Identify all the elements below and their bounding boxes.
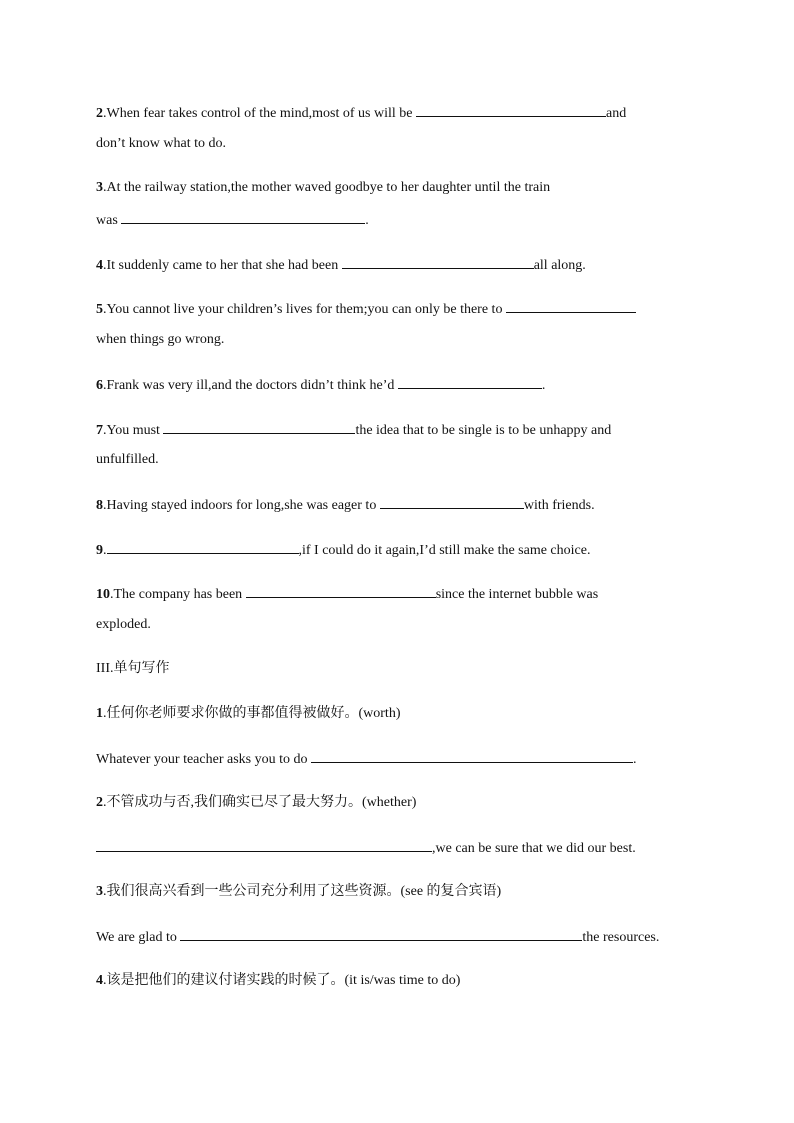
question-10 (96, 583, 598, 605)
question-4 (96, 254, 586, 276)
question-number: 6 (96, 378, 103, 393)
answer-blank[interactable] (311, 748, 633, 763)
question-2 (96, 102, 626, 124)
answer-blank[interactable] (163, 419, 355, 434)
question-text: unfulfilled. (96, 452, 159, 467)
answer-blank[interactable] (416, 102, 606, 117)
item-prompt: .我们很高兴看到一些公司充分利用了这些资源。(see 的复合宾语) (103, 884, 502, 899)
question-text: .The company has been (110, 587, 246, 602)
writing-item-2-prompt (96, 793, 416, 813)
answer-blank[interactable] (96, 837, 432, 852)
question-7-continued (96, 450, 159, 470)
question-number: 3 (96, 180, 103, 195)
writing-item-1-answer (96, 748, 636, 770)
question-number: 10 (96, 587, 110, 602)
question-5 (96, 298, 636, 320)
writing-item-2-answer (96, 837, 636, 859)
writing-item-3-answer (96, 926, 659, 948)
question-text: .You cannot live your children’s lives for them;you can only be there to (103, 302, 506, 317)
question-number: 7 (96, 423, 103, 438)
section-title: III.单句写作 (96, 661, 170, 676)
question-text: ,if I could do it again,I’d still make the same choice. (298, 543, 591, 558)
question-text: when things go wrong. (96, 332, 225, 347)
question-text: .When fear takes control of the mind,most of us will be (103, 106, 416, 121)
answer-blank[interactable] (121, 209, 365, 224)
question-text: .At the railway station,the mother waved goodbye to her daughter until the train (103, 180, 551, 195)
question-text: . (103, 543, 107, 558)
question-2-continued (96, 134, 226, 154)
question-text: . (365, 213, 369, 228)
answer-text: . (632, 752, 637, 767)
question-text: the idea that to be single is to be unhappy and (355, 423, 612, 438)
question-5-continued (96, 330, 224, 350)
answer-text: ,we can be sure that we did our best. (432, 841, 636, 856)
writing-item-1-prompt (96, 704, 401, 724)
writing-item-4-prompt (96, 971, 460, 991)
question-text: . (541, 378, 546, 393)
item-number: 4 (96, 973, 103, 988)
answer-text: Whatever your teacher asks you to do (96, 752, 311, 767)
answer-blank[interactable] (107, 539, 299, 554)
answer-text: the resources. (582, 930, 660, 945)
item-number: 2 (96, 795, 103, 810)
question-number: 9 (96, 543, 103, 558)
question-text: .It suddenly came to her that she had been (103, 258, 342, 273)
answer-blank[interactable] (342, 254, 534, 269)
question-text: don’t know what to do. (96, 136, 227, 151)
question-6 (96, 374, 545, 396)
item-prompt: .该是把他们的建议付诸实践的时候了。(it is/was time to do) (103, 973, 461, 988)
question-3-continued (96, 209, 369, 231)
answer-text: We are glad to (96, 930, 181, 945)
answer-blank[interactable] (180, 926, 582, 941)
question-text: was (96, 213, 122, 228)
answer-blank[interactable] (506, 298, 636, 313)
answer-blank[interactable] (398, 374, 542, 389)
question-number: 4 (96, 258, 103, 273)
item-number: 1 (96, 706, 103, 721)
question-text: exploded. (96, 617, 151, 632)
question-text: .Frank was very ill,and the doctors didn’t think he’d (103, 378, 398, 393)
question-10-continued (96, 615, 151, 635)
question-text: and (605, 106, 627, 121)
question-7 (96, 419, 611, 441)
question-text: since the internet bubble was (435, 587, 599, 602)
question-number: 8 (96, 498, 103, 513)
question-3 (96, 178, 550, 198)
question-8 (96, 494, 595, 516)
question-text: with friends. (523, 498, 595, 513)
question-text: .You must (103, 423, 164, 438)
answer-blank[interactable] (380, 494, 524, 509)
question-text: all along. (533, 258, 586, 273)
question-text: .Having stayed indoors for long,she was eager to (103, 498, 380, 513)
writing-item-3-prompt (96, 882, 501, 902)
question-number: 5 (96, 302, 103, 317)
item-number: 3 (96, 884, 103, 899)
question-number: 2 (96, 106, 103, 121)
item-prompt: .不管成功与否,我们确实已尽了最大努力。(whether) (103, 795, 417, 810)
answer-blank[interactable] (246, 583, 436, 598)
question-9 (96, 539, 590, 561)
item-prompt: .任何你老师要求你做的事都值得被做好。(worth) (103, 706, 401, 721)
